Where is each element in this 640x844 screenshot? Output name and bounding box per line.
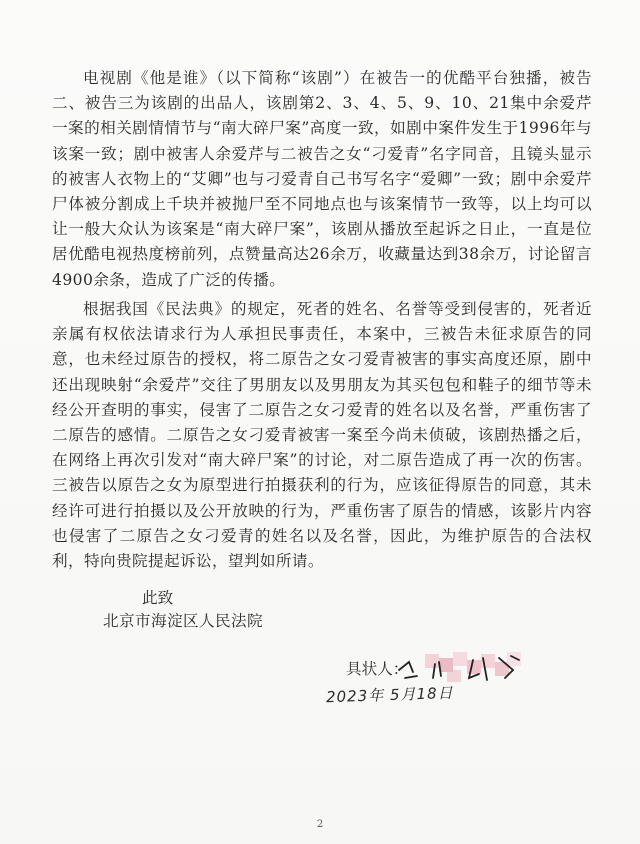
salutation: 此致 bbox=[142, 589, 174, 607]
handwritten-date: 2023年 5月18日 bbox=[325, 683, 454, 707]
complaint-paragraph-1: 电视剧《他是谁》（以下简称“该剧”）在被告一的优酷平台独播，被告二、被告三为该剧的出品人，该剧第2、3、4、5、9、10、21集中余爱芹一案的相关剧情情节与“南大碎尸案”高度一致，如剧中案件发生于1996年与该案一致；剧中被害人余爱芹与二被告之女“刁爱青”名字同音，且镜头显示的被害人衣物上的“艾卿”也与刁爱青自己书写名字“爱卿”一致；剧中余爱芹尸体被分割成上千块并被抛尸至不同地点也与该案情节一致等，以上均可以让一般大众认为该案是“南大碎尸案”，该剧从播放至起诉之日止，一直是位居优酷电视热度榜前列，点赞量高达26余万，收藏量达到38余万，讨论留言4900余条，造成了广泛的传播。 bbox=[52, 69, 592, 289]
applicant-label: 具状人： bbox=[346, 660, 409, 678]
court-name: 北京市海淀区人民法院 bbox=[103, 612, 263, 630]
complaint-paragraph-2: 根据我国《民法典》的规定，死者的姓名、名誉等受到侵害的，死者近亲属有权依法请求行为人承担民事责任，本案中，三被告未征求原告的同意，也未经过原告的授权，将二原告之女刁爱青被害的事实高度还原，剧中还出现映射“余爱芹”交往了男朋友以及男朋友为其买包包和鞋子的细节等未经公开查明的事实，侵害了二原告之女刁爱青的姓名以及名誉，严重伤害了二原告的感情。二原告之女刁爱青被害一案至今尚未侦破，该剧热播之后，在网络上再次引发对“南大碎尸案”的讨论，对二原告造成了再一次的伤害。三被告以原告之女为原型进行拍摄获利的行为，应该征得原告的同意，其未经许可进行拍摄以及公开放映的行为，严重伤害了原告的情感，该影片内容也侵害了二原告之女刁爱青的姓名以及名誉，因此，为维护原告的合法权利，特向贵院提起诉讼，望判如所请。 bbox=[52, 300, 592, 571]
page-number: 2 bbox=[316, 819, 324, 830]
